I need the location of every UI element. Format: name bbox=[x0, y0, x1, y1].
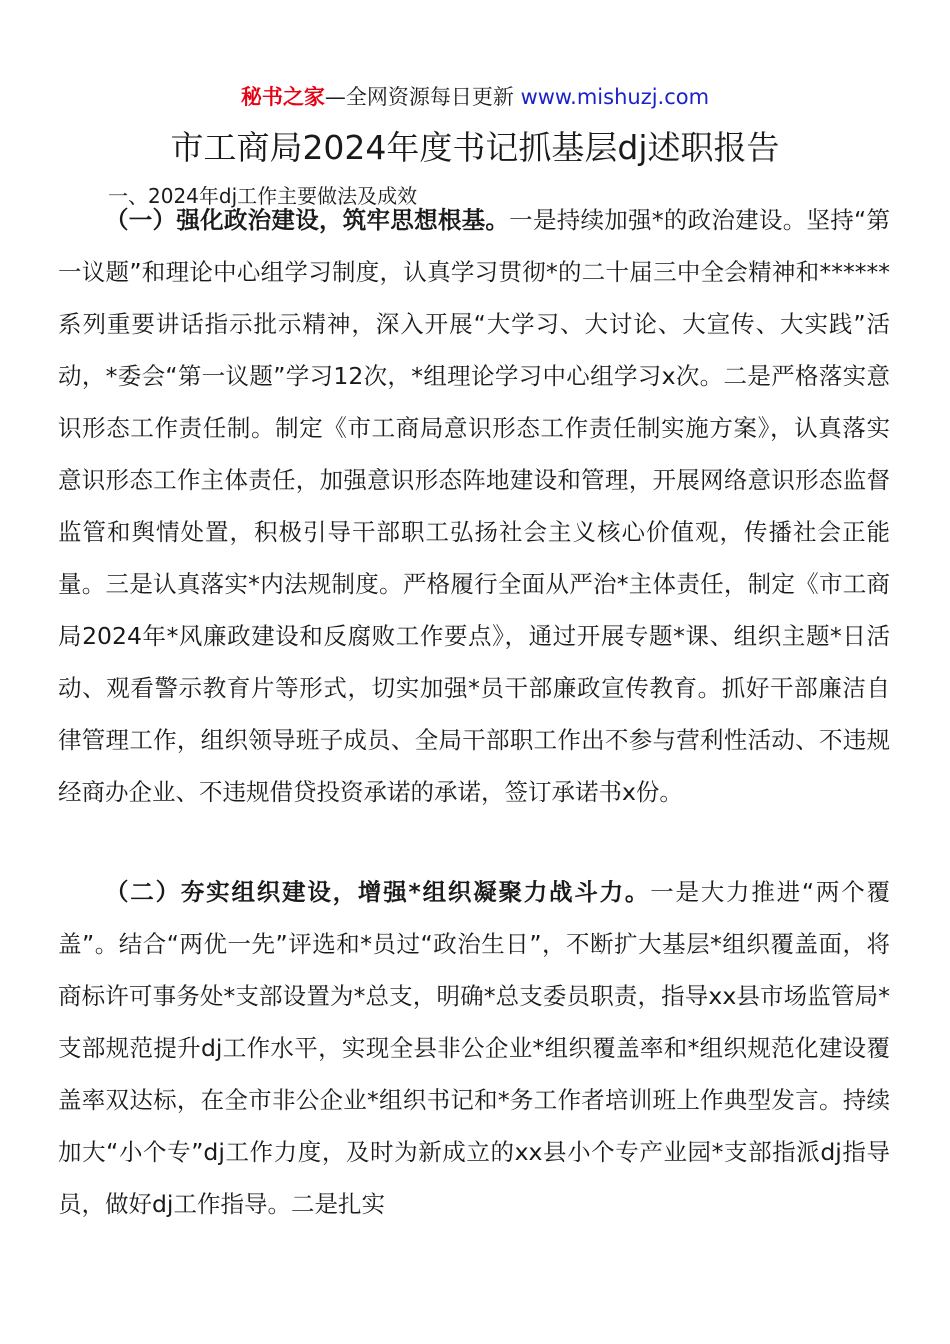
document-title: 市工商局2024年度书记抓基层dj述职报告 bbox=[170, 128, 780, 167]
paragraph-body: 一是持续加强*的政治建设。坚持“第一议题”和理论中心组学习制度，认真学习贯彻*的二十届三中全会精神和******系列重要讲话指示批示精神，深入开展“大学习、大讨论、大宣传、大实践”活动，*委会“第一议题”学习12次，*组理论学习中心组学习x次。二是严格落实意识形态工作责任制。制定《市工商局意识形态工作责任制实施方案》，认真落实意识形态工作主体责任，加强意识形态阵地建设和管理，开展网络意识形态监督监管和舆情处置，积极引导干部职工弘扬社会主义核心价值观，传播社会正能量。三是认真落实*内法规制度。严格履行全面从严治*主体责任，制定《市工商局2024年*风廉政建设和反腐败工作要点》，通过开展专题*课、组织主题*日活动、观看警示教育片等形式，切实加强*员干部廉政宣传教育。抓好干部廉洁自律管理工作，组织领导班子成员、全局干部职工作出不参与营利性活动、不违规经商办企业、不违规借贷投资承诺的承诺，签订承诺书x份。 bbox=[58, 206, 890, 806]
paragraph-body: 一是大力推进“两个覆盖”。结合“两优一先”评选和*员过“政治生日”，不断扩大基层*组织覆盖面，将商标许可事务处*支部设置为*总支，明确*总支委员职责，指导xx县市场监管局*支部规范提升dj工作水平，实现全县非公企业*组织覆盖率和*组织规范化建设覆盖率双达标，在全市非公企业*组织书记和*务工作者培训班上作典型发言。持续加大“小个专”dj工作力度，及时为新成立的xx县小个专产业园*支部指派dj指导员，做好dj工作指导。二是扎实 bbox=[58, 878, 890, 1218]
paragraph bbox=[58, 194, 890, 818]
site-brand: 秘书之家 bbox=[240, 85, 325, 109]
site-banner bbox=[0, 80, 950, 114]
paragraph-lead: （一）强化政治建设，筑牢思想根基。 bbox=[105, 206, 510, 234]
paragraph bbox=[58, 866, 890, 1230]
site-url[interactable]: www.mishuzj.com bbox=[520, 85, 710, 109]
section-heading: 一、2024年dj工作主要做法及成效 bbox=[108, 184, 418, 208]
paragraph-lead: （二）夯实组织建设，增强*组织凝聚力战斗力。 bbox=[105, 878, 651, 906]
site-tagline: —全网资源每日更新 bbox=[324, 85, 514, 109]
